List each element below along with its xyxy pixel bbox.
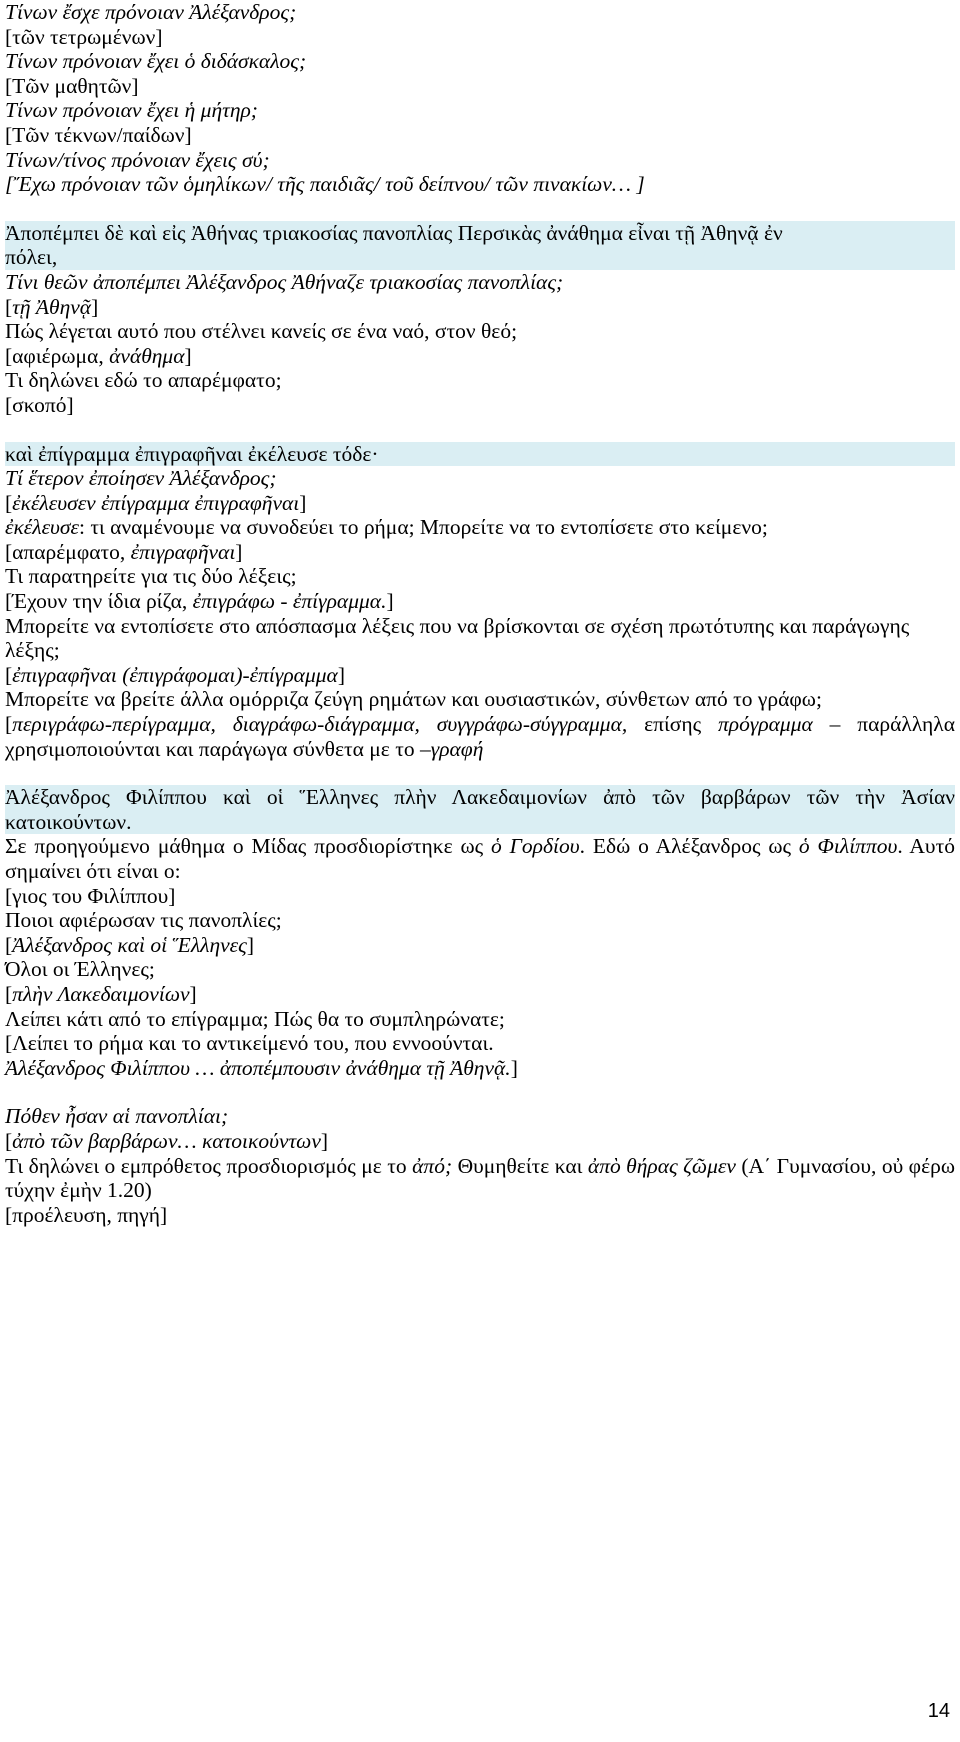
term: ἀπό; bbox=[412, 1153, 453, 1178]
answer-line: [Τῶν τέκνων/παίδων] bbox=[5, 122, 192, 147]
bracket: [ bbox=[5, 712, 13, 737]
question-line: Ποιοι αφιέρωσαν τις πανοπλίες; bbox=[5, 908, 282, 933]
answer-line bbox=[5, 540, 955, 565]
answer-text: περιγράφω-περίγραμμα, διαγράφω-διάγραμμα, συγγράφω-σύγγραμμα, bbox=[12, 712, 628, 737]
question-line: Όλοι οι Έλληνες; bbox=[5, 957, 155, 982]
bracket: [ bbox=[5, 932, 13, 957]
answer-line: [Ἔχω πρόνοιαν τῶν ὁμηλίκων/ τῆς παιδιᾶς/ τοῦ δείπνου/ τῶν πινακίων… ] bbox=[5, 172, 645, 197]
answer-line: [Λείπει το ρήμα και το αντικείμενό του, που εννοούνται. bbox=[5, 1031, 494, 1056]
term: ὁ Φιλίππου bbox=[798, 834, 898, 859]
answer-line bbox=[5, 589, 955, 614]
source-text-highlight bbox=[5, 221, 955, 270]
bracket: ] bbox=[299, 490, 307, 515]
answer-text: ἀπὸ τῶν βαρβάρων… κατοικούντων bbox=[12, 1128, 321, 1153]
question-line: Τι παρατηρείτε για τις δύο λέξεις; bbox=[5, 564, 297, 589]
page-number: 14 bbox=[927, 1700, 950, 1722]
answer-text: [αφιέρωμα, bbox=[5, 343, 110, 368]
bracket: ] bbox=[337, 662, 346, 687]
answer-line bbox=[5, 295, 955, 320]
question-line: Μπορείτε να εντοπίσετε στο απόσπασμα λέξεις που να βρίσκονται σε σχέση πρωτότυπης και παράγωγης λέξης; bbox=[5, 613, 910, 663]
answer-text: Ἀλέξανδρος καὶ οἱ Ἕλληνες bbox=[12, 932, 247, 957]
question-line: Μπορείτε να βρείτε άλλα ομόρριζα ζεύγη ρημάτων και ουσιαστικών, σύνθετων από το γράφω; bbox=[5, 687, 822, 712]
term: ἐκέλευσε bbox=[5, 515, 79, 540]
answer-line: [γιος του Φιλίππου] bbox=[5, 883, 176, 908]
bracket: ] bbox=[320, 1128, 329, 1153]
answer-text: ἐπιγράφω - ἐπίγραμμα. bbox=[192, 589, 387, 614]
question-line: Τίνι θεῶν ἀποπέμπει Ἀλέξανδρος Ἀθήναζε τριακοσίας πανοπλίας; bbox=[5, 269, 564, 294]
term: ὁ Γορδίου bbox=[491, 834, 580, 859]
question-line: Τίνων πρόνοιαν ἔχει ἡ μήτηρ; bbox=[5, 98, 258, 123]
question-text: Τι δηλώνει ο εμπρόθετος προσδιορισμός με το bbox=[5, 1153, 413, 1178]
spacer bbox=[5, 761, 955, 785]
bracket: ] bbox=[184, 343, 192, 368]
bracket: ] bbox=[235, 539, 243, 564]
document-page bbox=[5, 0, 955, 1227]
question-line: Πόθεν ἦσαν αἱ πανοπλίαι; bbox=[5, 1104, 229, 1129]
answer-text: [Έχουν την ίδια ρίζα, bbox=[5, 589, 193, 614]
section-5 bbox=[5, 1104, 955, 1227]
question-line: Τίνων ἔσχε πρόνοιαν Ἀλέξανδρος; bbox=[5, 0, 297, 24]
answer-text: γραφή bbox=[430, 736, 484, 761]
section-2 bbox=[5, 221, 955, 418]
spacer bbox=[5, 197, 955, 221]
bracket: [ bbox=[5, 981, 13, 1006]
answer-text: ἐκέλευσεν ἐπίγραμμα ἐπιγραφῆναι bbox=[12, 490, 300, 515]
answer-line: [σκοπό] bbox=[5, 392, 74, 417]
section-3 bbox=[5, 442, 955, 762]
bracket: [ bbox=[5, 662, 13, 687]
answer-text: πλὴν Λακεδαιμονίων bbox=[12, 981, 190, 1006]
answer-line bbox=[5, 712, 955, 761]
question-text: (Α΄ Γυμνασίου, οὐ φέρω τύχην ἐμὴν 1.20) bbox=[5, 1153, 955, 1203]
source-line: καὶ ἐπίγραμμα ἐπιγραφῆναι ἐκέλευσε τόδε· bbox=[5, 441, 379, 466]
question-line bbox=[5, 1154, 955, 1203]
question-line: Τίνων πρόνοιαν ἔχει ὁ διδάσκαλος; bbox=[5, 49, 307, 74]
answer-line bbox=[5, 1129, 955, 1154]
answer-text: επίσης bbox=[627, 712, 719, 737]
bracket: [ bbox=[5, 1128, 13, 1153]
bracket: [ bbox=[5, 490, 13, 515]
answer-line bbox=[5, 663, 955, 688]
answer-line bbox=[5, 491, 955, 516]
bracket: ] bbox=[510, 1055, 518, 1080]
question-text: Θυμηθείτε και bbox=[452, 1153, 588, 1178]
bracket: ] bbox=[189, 981, 197, 1006]
section-1 bbox=[5, 0, 955, 197]
question-line bbox=[5, 834, 955, 883]
answer-text: ἀνάθημα bbox=[109, 343, 185, 368]
answer-text: [απαρέμφατο, bbox=[5, 539, 131, 564]
question-line: Τί ἕτερον ἐποίησεν Ἀλέξανδρος; bbox=[5, 466, 277, 491]
question-text: . Αυτό σημαίνει ότι είναι ο: bbox=[5, 834, 955, 883]
answer-line bbox=[5, 344, 955, 369]
bracket: [ bbox=[5, 294, 13, 319]
source-text-highlight: Ἀλέξανδρος Φιλίππου καὶ οἱ Ἕλληνες πλὴν Λακεδαιμονίων ἀπὸ τῶν βαρβάρων τῶν τὴν Ἀσίαν κατοικούντων. bbox=[5, 785, 955, 834]
question-text: Σε προηγούμενο μάθημα ο Μίδας προσδιορίστηκε ως bbox=[5, 834, 492, 859]
answer-line bbox=[5, 933, 955, 958]
question-line: Λείπει κάτι από το επίγραμμα; Πώς θα το συμπληρώνατε; bbox=[5, 1006, 505, 1031]
answer-text: Ἀλέξανδρος Φιλίππου … ἀποπέμπουσιν ἀνάθημα τῇ Ἀθηνᾷ. bbox=[5, 1055, 511, 1080]
question-text: : τι αναμένουμε να συνοδεύει το ρήμα; Μπορείτε να το εντοπίσετε στο κείμενο; bbox=[79, 515, 768, 540]
answer-line bbox=[5, 1056, 955, 1081]
term: ἀπὸ θήρας ζῶμεν bbox=[587, 1153, 736, 1178]
section-4 bbox=[5, 785, 955, 1080]
bracket: ] bbox=[386, 589, 394, 614]
answer-text: πρόγραμμα bbox=[718, 712, 813, 737]
question-text: . Εδώ ο Αλέξανδρος ως bbox=[579, 834, 799, 859]
answer-line: [προέλευση, πηγή] bbox=[5, 1202, 168, 1227]
question-line: Τι δηλώνει εδώ το απαρέμφατο; bbox=[5, 368, 282, 393]
bracket: ] bbox=[246, 932, 255, 957]
answer-line: [Τῶν μαθητῶν] bbox=[5, 73, 139, 98]
question-line bbox=[5, 515, 955, 540]
answer-text: τῇ Ἀθηνᾷ bbox=[12, 294, 92, 319]
source-line: πόλει, bbox=[5, 245, 58, 270]
spacer bbox=[5, 418, 955, 442]
question-line: Τίνων/τίνος πρόνοιαν ἔχεις σύ; bbox=[5, 147, 270, 172]
answer-text: ἐπιγραφῆναι bbox=[130, 539, 236, 564]
spacer bbox=[5, 1080, 955, 1104]
bracket: ] bbox=[91, 294, 99, 319]
answer-line: [τῶν τετρωμένων] bbox=[5, 24, 163, 49]
answer-line bbox=[5, 982, 955, 1007]
answer-text: ἐπιγραφῆναι (ἐπιγράφομαι)-ἐπίγραμμα bbox=[12, 662, 338, 687]
answer-text: – παράλληλα χρησιμοποιούνται και παράγωγα σύνθετα με το – bbox=[5, 712, 955, 761]
source-line: Ἀποπέμπει δὲ καὶ εἰς Ἀθήνας τριακοσίας πανοπλίας Περσικὰς ἀνάθημα εἶναι τῇ Ἀθηνᾷ ἐν bbox=[5, 220, 783, 245]
source-text-highlight bbox=[5, 442, 955, 467]
question-line: Πώς λέγεται αυτό που στέλνει κανείς σε ένα ναό, στον θεό; bbox=[5, 319, 518, 344]
